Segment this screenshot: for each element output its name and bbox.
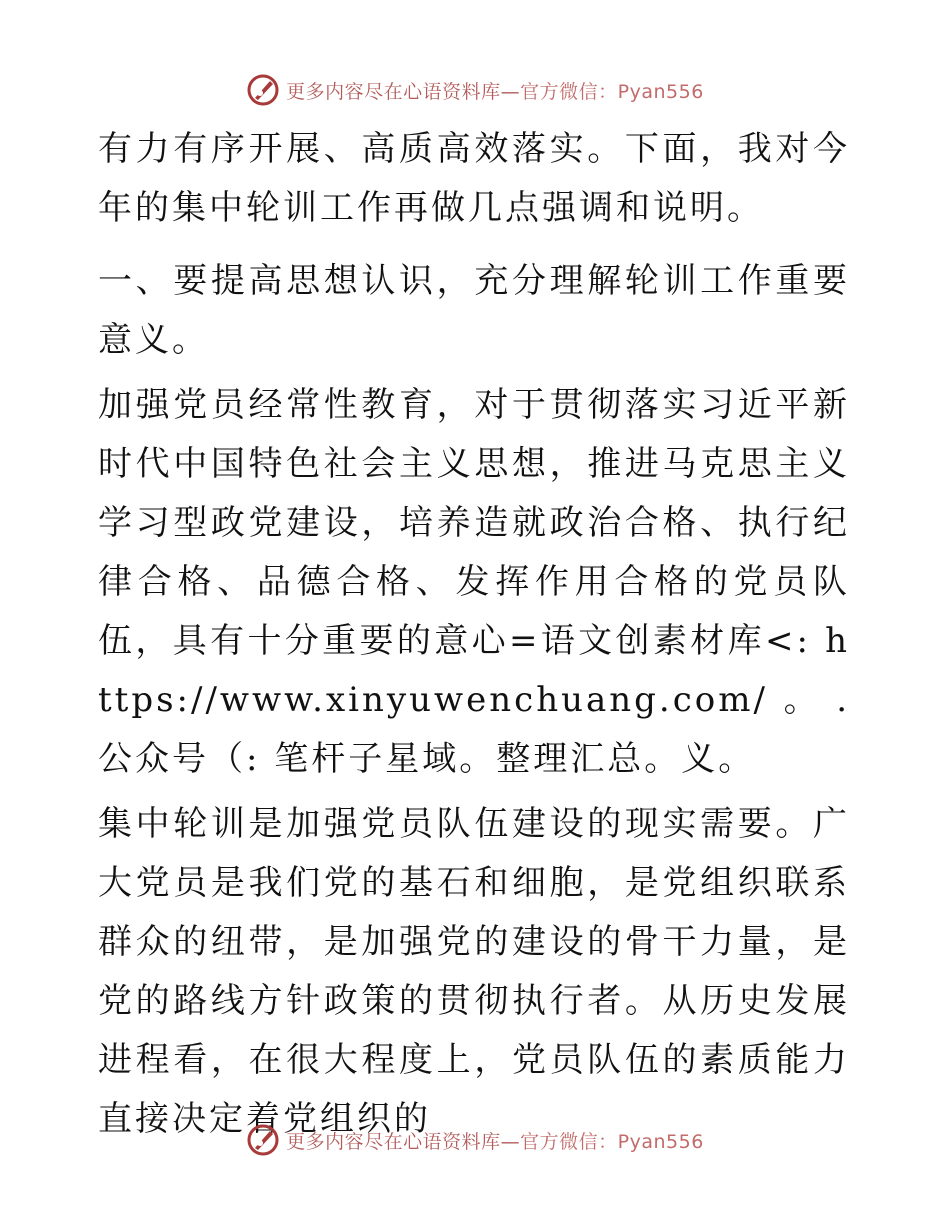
watermark-wechat-text: 官方微信：Pyan556 [520, 80, 704, 103]
watermark-text [286, 1127, 704, 1154]
section-heading: 一、要提高思想认识，充分理解轮训工作重要意义。 [98, 261, 850, 360]
quill-pen-logo-icon [246, 73, 280, 107]
paragraph-1: 有力有序开展、高质高效落实。下面，我对今年的集中轮训工作再做几点强调和说明。 [98, 129, 850, 228]
watermark-text [286, 77, 704, 104]
paragraph-3: 集中轮训是加强党员队伍建设的现实需要。广大党员是我们党的基石和细胞，是党组织联系群众的纽带，是加强党的建设的骨干力量，是党的路线方针政策的贯彻执行者。从历史发展进程看，在很大程度上，党员队伍的素质能力直接决定着党组织的 [98, 804, 850, 1139]
watermark-site-text: 更多内容尽在心语资料库— [286, 80, 521, 103]
footer-watermark-banner [0, 1120, 950, 1160]
header-watermark-banner [0, 70, 950, 110]
watermark-wechat-text: 官方微信：Pyan556 [520, 1130, 704, 1153]
document-body [98, 120, 850, 1155]
quill-pen-logo-icon [246, 1123, 280, 1157]
paragraph-2: 加强党员经常性教育，对于贯彻落实习近平新时代中国特色社会主义思想，推进马克思主义学习型政党建设，培养造就政治合格、执行纪律合格、品德合格、发挥作用合格的党员队伍，具有十分重要的意心=语文创素材库<: https://www.xinyuwenchuang.com/。.公众号（: 笔杆子星域。整理汇总。义。 [98, 385, 850, 779]
watermark-site-text: 更多内容尽在心语资料库— [286, 1130, 521, 1153]
